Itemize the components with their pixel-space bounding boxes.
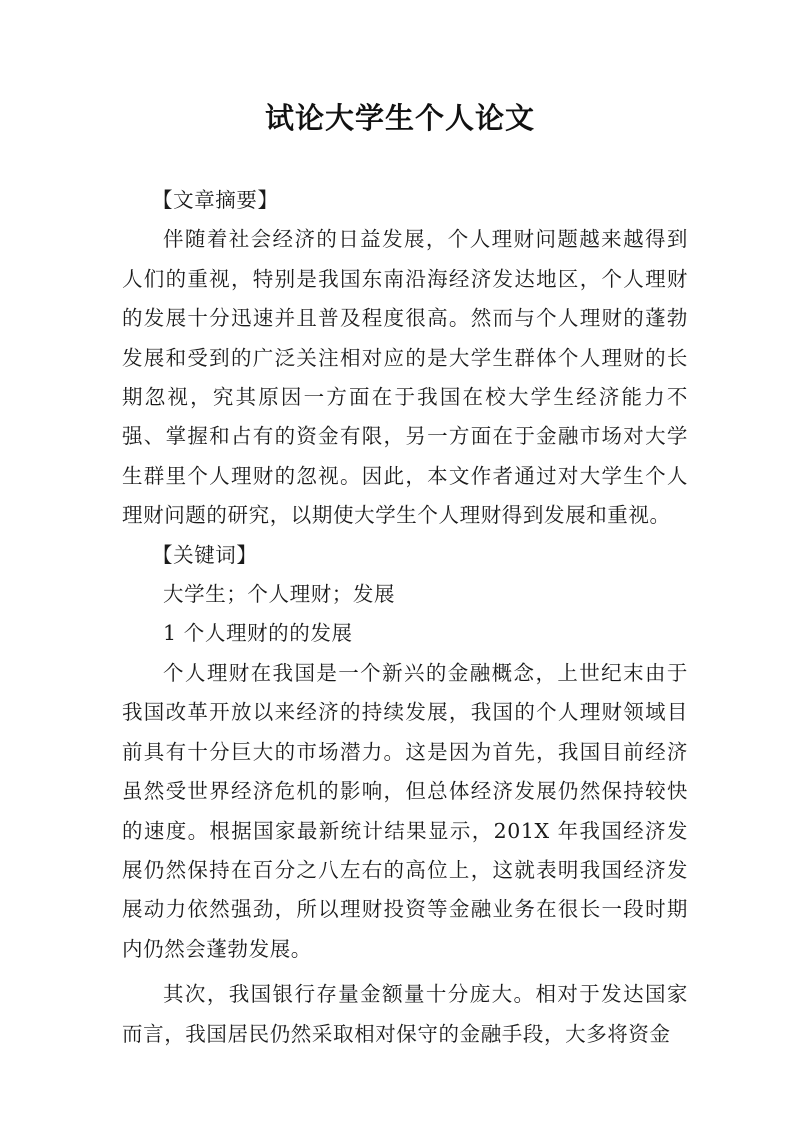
abstract-paragraph: 伴随着社会经济的日益发展，个人理财问题越来越得到人们的重视，特别是我国东南沿海经济发达地区，个人理财的发展十分迅速并且普及程度很高。然而与个人理财的蓬勃发展和受到的广泛关注相对应的是大学生群体个人理财的长期忽视，究其原因一方面在于我国在校大学生经济能力不强、掌握和占有的资金有限，另一方面在于金融市场对大学生群里个人理财的忽视。因此，本文作者通过对大学生个人理财问题的研究，以期使大学生个人理财得到发展和重视。 xyxy=(122,227,688,528)
keywords-text: 大学生；个人理财；发展 xyxy=(163,582,396,607)
body-paragraph: 其次，我国银行存量金额量十分庞大。相对于发达国家而言，我国居民仍然采取相对保守的金融手段，大多将资金 xyxy=(122,982,688,1046)
document-title: 试论大学生个人论文 xyxy=(264,101,535,135)
body-paragraph: 个人理财在我国是一个新兴的金融概念，上世纪末由于我国改革开放以来经济的持续发展，我国的个人理财领域目前具有十分巨大的市场潜力。这是因为首先，我国目前经济虽然受世界经济危机的影响，但总体经济发展仍然保持较快的速度。根据国家最新统计结果显示，201X 年我国经济发展仍然保持在百分之八左右的高位上，这就表明我国经济发展动力依然强劲，所以理财投资等金融业务在很长一段时期内仍然会蓬勃发展。 xyxy=(122,660,688,961)
abstract-label: 【文章摘要】 xyxy=(152,188,279,212)
section-heading: 1 个人理财的的发展 xyxy=(163,621,353,646)
keywords-label: 【关键词】 xyxy=(152,542,258,567)
document-body xyxy=(122,181,688,1054)
